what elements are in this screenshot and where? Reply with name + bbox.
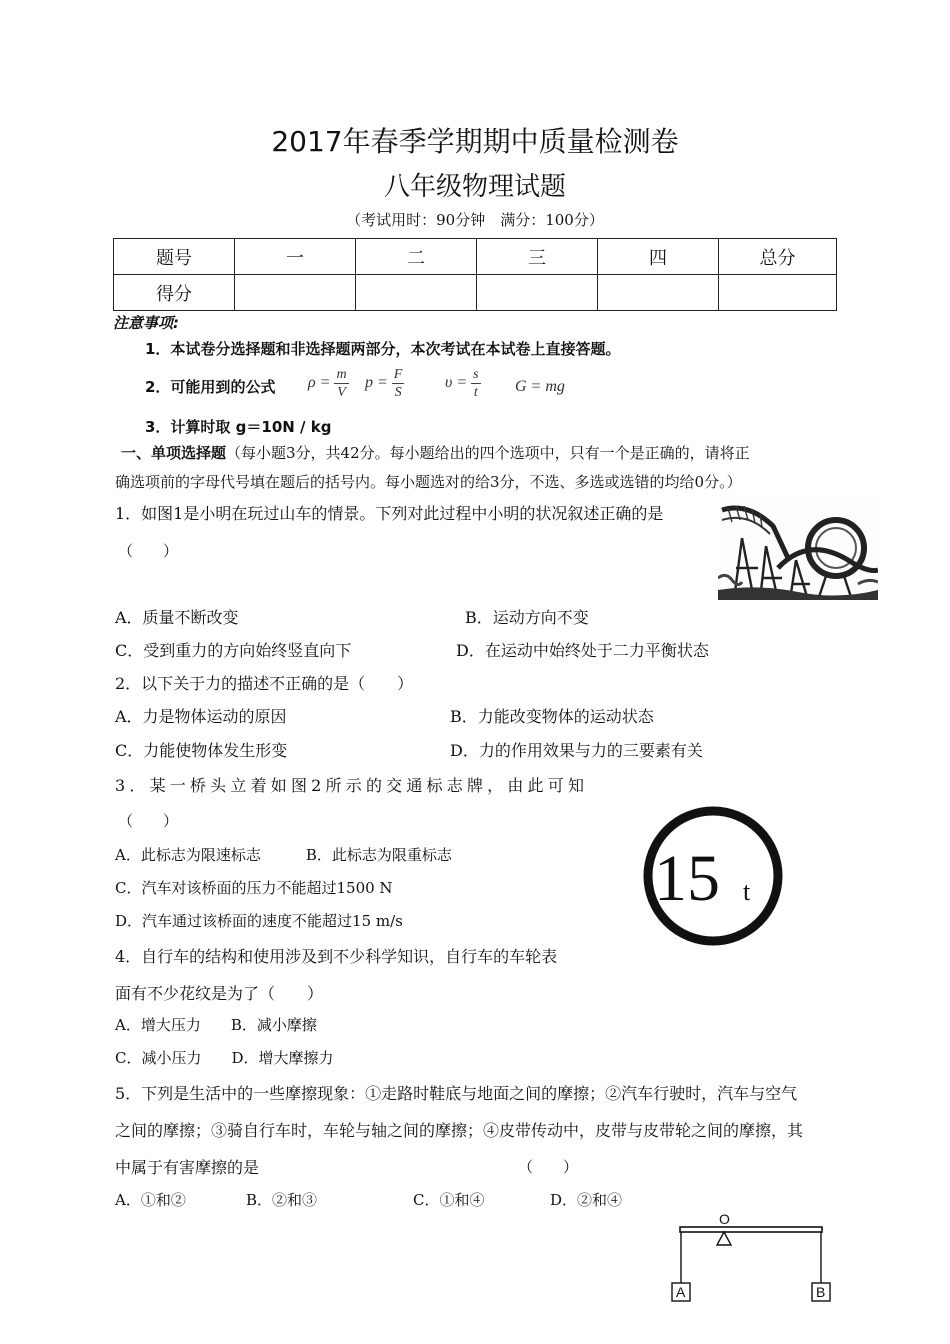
sign-unit: t [743, 877, 751, 906]
formula-lhs: ρ = [308, 374, 331, 392]
weight-b-label: B [816, 1284, 826, 1300]
question-4-stem-1: 4．自行车的结构和使用涉及到不少科学知识，自行车的车轮表 [115, 947, 558, 966]
formula-lhs: υ = [445, 374, 468, 392]
denominator: t [473, 385, 478, 400]
question-1-stem: 1．如图1是小明在玩过山车的情景。下列对此过程中小明的状况叙述正确的是 [115, 504, 664, 523]
q1-option-c[interactable]: C．受到重力的方向始终竖直向下 [115, 641, 352, 660]
formula-gravity: G = mg [515, 378, 565, 395]
table-cell: 一 [235, 239, 356, 275]
q5-option-b[interactable]: B．②和③ [246, 1191, 318, 1209]
fraction [392, 366, 405, 401]
numerator: m [336, 367, 347, 382]
question-3-stem: 3．某一桥头立着如图2所示的交通标志牌，由此可知 [115, 776, 589, 795]
question-5-line-1: 5．下列是生活中的一些摩擦现象：①走路时鞋底与地面之间的摩擦；②汽车行驶时，汽车与空气 [115, 1084, 798, 1103]
table-cell: 总分 [719, 239, 837, 275]
numerator: F [393, 367, 403, 382]
section-heading: 一、单项选择题 [121, 444, 227, 462]
section-intro-line-1 [121, 442, 750, 463]
notice-item-3: 3．计算时取 g＝10N / kg [145, 418, 332, 436]
subject-title: 八年级物理试题 [383, 172, 566, 202]
lever-diagram [664, 1205, 844, 1309]
weight-limit-sign [640, 803, 786, 949]
table-cell: 三 [477, 239, 598, 275]
answer-paren[interactable]: （ ） [118, 812, 179, 830]
score-entry-cell[interactable] [477, 275, 598, 311]
q1-option-d[interactable]: D．在运动中始终处于二力平衡状态 [456, 641, 709, 660]
lever-bar [680, 1227, 822, 1232]
score-entry-cell[interactable] [598, 275, 719, 311]
weight-a-label: A [676, 1284, 686, 1300]
score-table [113, 238, 837, 311]
notice-heading: 注意事项: [113, 314, 179, 332]
table-cell: 得分 [114, 275, 235, 311]
formula-pressure [365, 366, 404, 401]
q2-option-a[interactable]: A．力是物体运动的原因 [115, 707, 287, 726]
q4-options-cd[interactable]: C．减小压力 D．增大摩擦力 [115, 1049, 334, 1067]
q1-option-b[interactable]: B．运动方向不变 [465, 608, 589, 627]
exam-title: 2017年春季学期期中质量检测卷 [271, 125, 679, 158]
table-cell: 二 [356, 239, 477, 275]
roller-coaster-image [718, 498, 878, 600]
formula-lhs: p = [365, 374, 388, 392]
fulcrum-icon [717, 1232, 731, 1245]
score-entry-cell[interactable] [235, 275, 356, 311]
notice-item-2: 2．可能用到的公式 [145, 378, 276, 396]
q2-option-d[interactable]: D．力的作用效果与力的三要素有关 [450, 741, 703, 760]
score-entry-cell[interactable] [356, 275, 477, 311]
q2-option-b[interactable]: B．力能改变物体的运动状态 [450, 707, 654, 726]
answer-paren[interactable]: （ ） [118, 542, 179, 560]
question-2-stem: 2．以下关于力的描述不正确的是（ ） [115, 674, 414, 693]
question-4-stem-2: 面有不少花纹是为了（ ） [115, 984, 324, 1003]
q5-option-c[interactable]: C．①和④ [413, 1191, 485, 1209]
fraction [471, 366, 480, 401]
score-table-score-row [114, 275, 837, 311]
q5-option-a[interactable]: A．①和② [115, 1191, 186, 1209]
score-entry-cell[interactable] [719, 275, 837, 311]
q3-option-c[interactable]: C．汽车对该桥面的压力不能超过1500 N [115, 879, 393, 897]
table-cell: 题号 [114, 239, 235, 275]
question-5-line-2: 之间的摩擦；③骑自行车时，车轮与轴之间的摩擦；④皮带传动中，皮带与皮带轮之间的摩擦，其 [115, 1121, 804, 1140]
table-cell: 四 [598, 239, 719, 275]
denominator: V [337, 385, 346, 400]
answer-paren[interactable]: （ ） [518, 1158, 579, 1176]
numerator: s [473, 367, 479, 382]
q4-options-ab[interactable]: A．增大压力 B．减小摩擦 [115, 1016, 317, 1034]
section-desc: （每小题3分，共42分。每小题给出的四个选项中，只有一个是正确的，请将正 [226, 444, 750, 462]
sign-number: 15 [654, 842, 720, 915]
section-intro-line-2: 确选项前的字母代号填在题后的括号内。每小题选对的给3分，不选、多选或选错的均给0分。） [115, 473, 742, 491]
q5-option-d[interactable]: D．②和④ [550, 1191, 623, 1209]
score-table-header-row [114, 239, 837, 275]
formula-velocity [445, 366, 481, 401]
q2-option-c[interactable]: C．力能使物体发生形变 [115, 741, 288, 760]
pivot-label: O [719, 1211, 730, 1227]
formula-density [308, 366, 349, 401]
q3-options-ab[interactable]: A．此标志为限速标志 B．此标志为限重标志 [115, 846, 452, 864]
q3-option-d[interactable]: D．汽车通过该桥面的速度不能超过15 m/s [115, 912, 403, 930]
fraction [334, 366, 348, 401]
denominator: S [394, 385, 402, 400]
exam-info: （考试用时：90分钟 满分：100分） [346, 211, 604, 229]
q1-option-a[interactable]: A．质量不断改变 [115, 608, 239, 627]
question-5-line-3: 中属于有害摩擦的是 [115, 1158, 260, 1177]
notice-item-1: 1．本试卷分选择题和非选择题两部分，本次考试在本试卷上直接答题。 [145, 340, 621, 358]
